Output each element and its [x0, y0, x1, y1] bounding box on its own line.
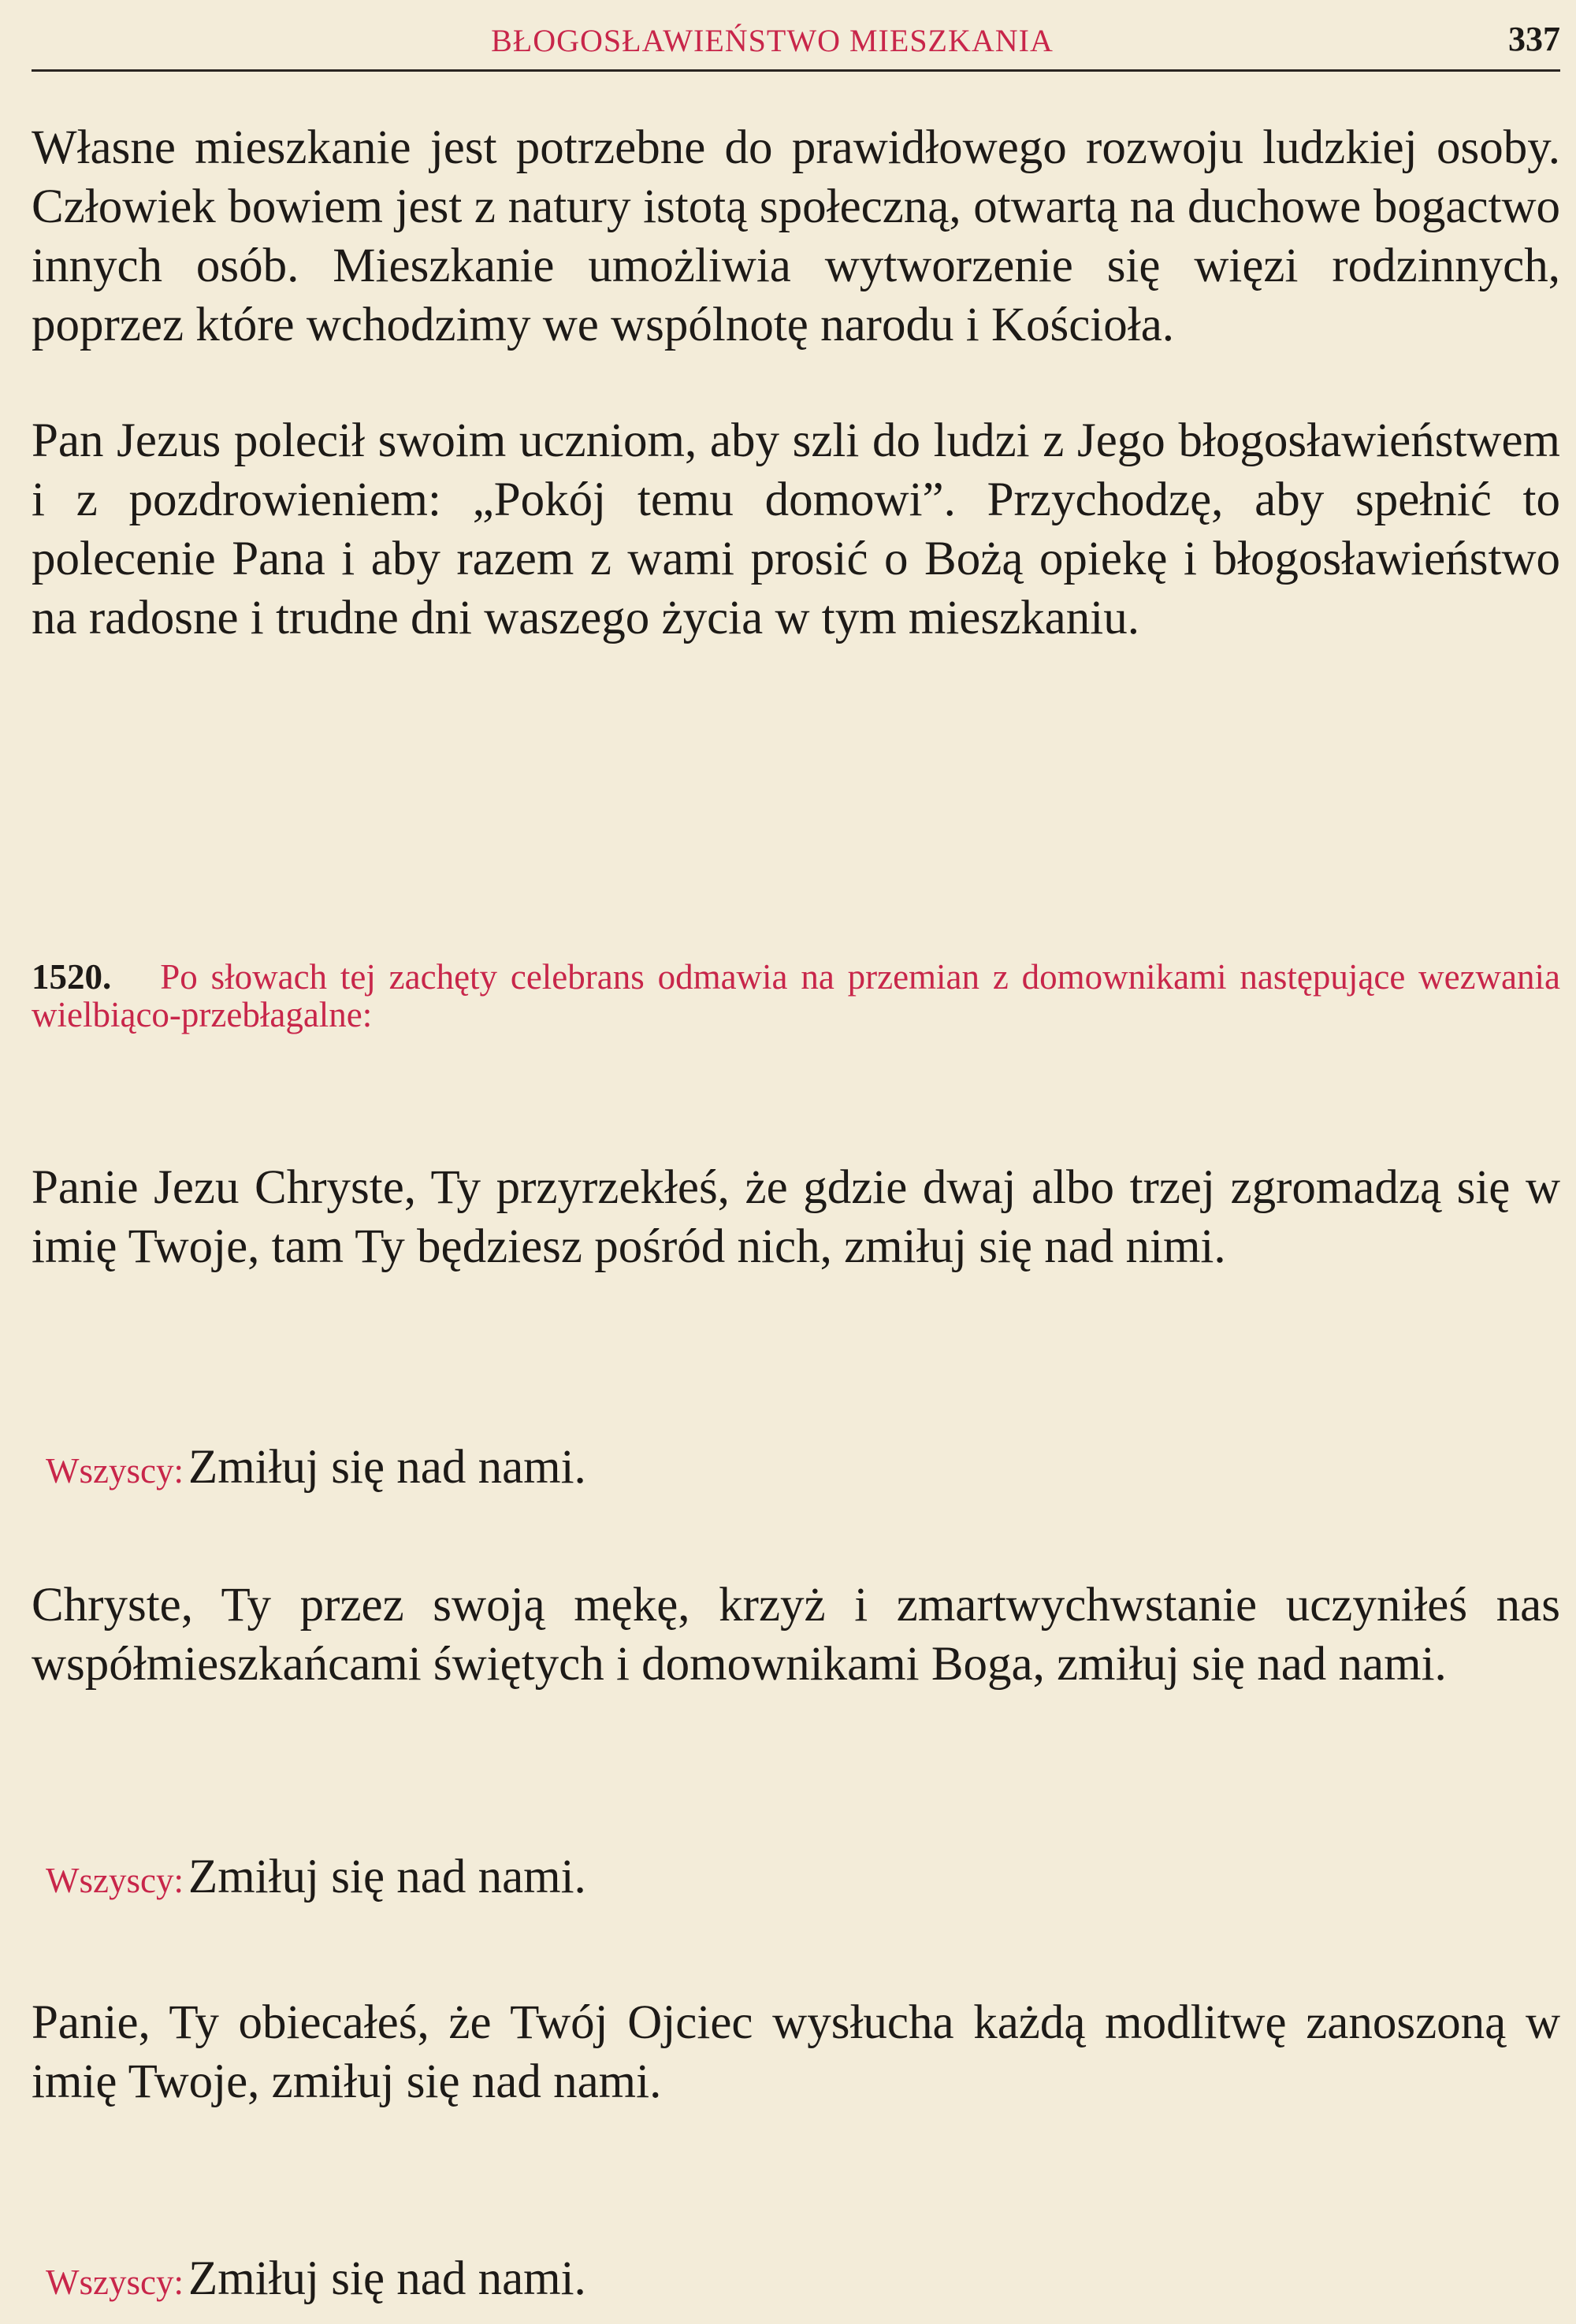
page-number: 337 [1508, 20, 1560, 58]
rubric-instruction [32, 958, 1560, 1034]
header-divider [32, 69, 1560, 72]
response-speaker: Wszyscy: [46, 1861, 184, 1900]
response [46, 2249, 586, 2312]
rubric-text: Po słowach tej zachęty celebrans odmawia na przemian z domownikami następujące wezwania wielbiąco-przebłagalne: [32, 957, 1560, 1034]
invocation: Chryste, Ty przez swoją mękę, krzyż i zmartwychwstanie uczyniłeś nas współmieszkańcami świętych i domownikami Boga, zmiłuj się nad nami. [32, 1579, 1560, 1691]
response [46, 1438, 586, 1501]
response [46, 1847, 586, 1910]
paragraph: Własne mieszkanie jest potrzebne do prawidłowego rozwoju ludzkiej osoby. Człowiek bowiem jest z natury istotą społeczną, otwartą na duchowe bogactwo innych osób. Mieszkanie umożliwia wytworzenie się więzi rodzinnych, poprzez które wchodzimy we wspólnotę narodu i Kościoła. [32, 121, 1560, 351]
paragraph: Pan Jezus polecił swoim uczniom, aby szli do ludzi z Jego błogosławieństwem i z pozdrowieniem: „Pokój temu domowi”. Przychodzę, aby spełnić to polecenie Pana i aby razem z wami prosić o Bożą opiekę i błogosławieństwo na radosne i trudne dni waszego życia w tym mieszkaniu. [32, 414, 1560, 644]
response-speaker: Wszyscy: [46, 2263, 184, 2302]
running-header [32, 14, 1560, 69]
running-title: BŁOGOSŁAWIEŃSTWO MIESZKANIA [491, 23, 1054, 58]
rubric-number: 1520. [32, 957, 112, 997]
response-text: Zmiłuj się nad nami. [188, 1851, 586, 1903]
response-text: Zmiłuj się nad nami. [188, 1441, 586, 1494]
response-speaker: Wszyscy: [46, 1451, 184, 1491]
invocation: Panie Jezu Chryste, Ty przyrzekłeś, że gdzie dwaj albo trzej zgromadzą się w imię Twoje, tam Ty będziesz pośród nich, zmiłuj się nad nimi. [32, 1161, 1560, 1273]
invocation: Panie, Ty obiecałeś, że Twój Ojciec wysłucha każdą modlitwę zanoszoną w imię Twoje, zmiłuj się nad nami. [32, 1996, 1560, 2108]
response-text: Zmiłuj się nad nami. [188, 2252, 586, 2305]
